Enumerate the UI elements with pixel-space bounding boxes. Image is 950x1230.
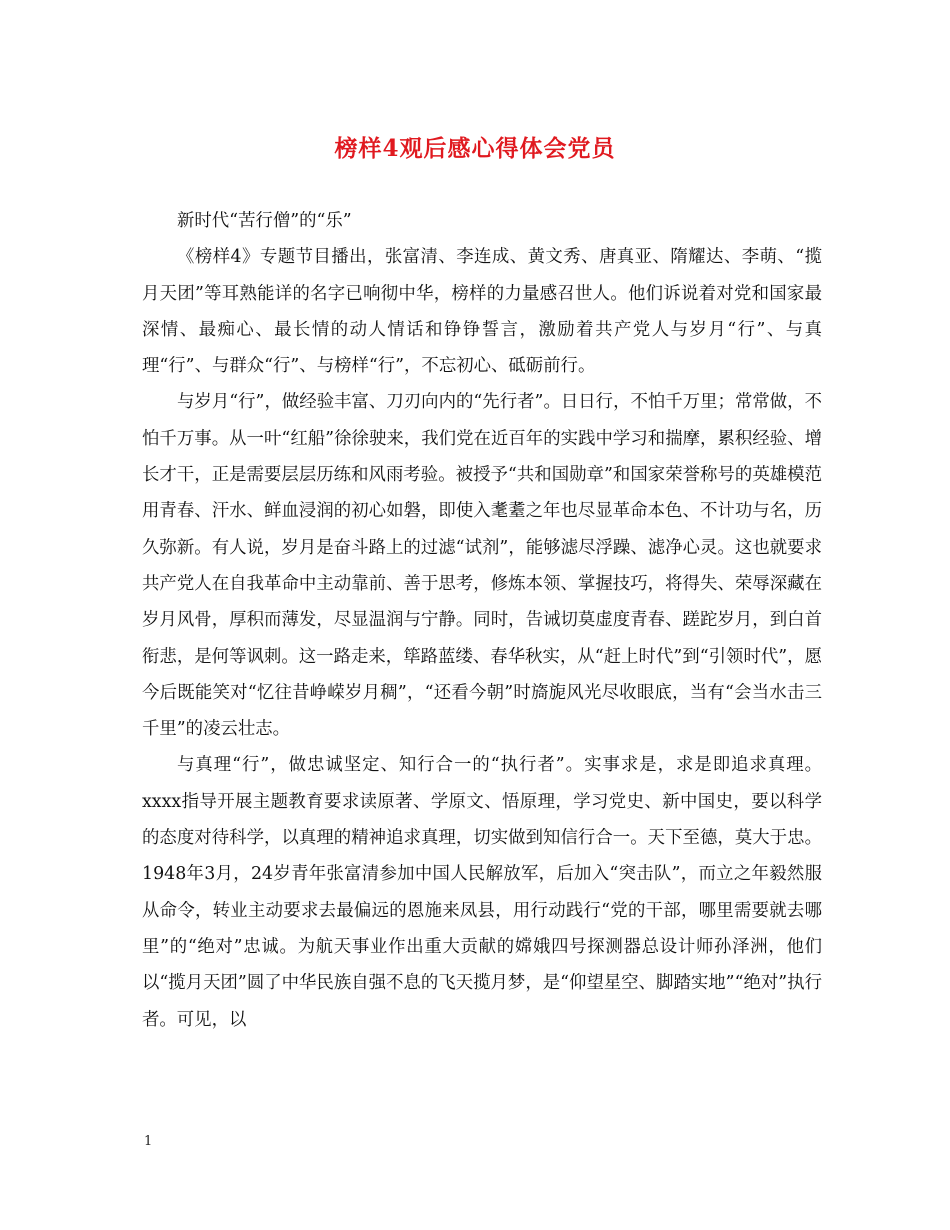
- paragraph-intro: 《榜样4》专题节目播出，张富清、李连成、黄文秀、唐真亚、隋耀达、李萌、“揽月天团”等耳熟能详的名字已响彻中华，榜样的力量感召世人。他们诉说着对党和国家最深情、最痴心、最长情的动人情话和铮铮誓言，激励着共产党人与岁月“行”、与真理“行”、与群众“行”、与榜样“行”，不忘初心、砥砺前行。: [142, 247, 822, 377]
- section-subtitle: 新时代“苦行僧”的“乐”: [177, 211, 352, 231]
- page-number: 1: [144, 1134, 153, 1149]
- paragraph-truth: 与真理“行”，做忠诚坚定、知行合一的“执行者”。实事求是，求是即追求真理。xxxx指导开展主题教育要求读原著、学原文、悟原理，学习党史、新中国史，要以科学的态度对待科学，以真理的精神追求真理，切实做到知信行合一。天下至德，莫大于忠。1948年3月，24岁青年张富清参加中国人民解放军，后加入“突击队”，而立之年毅然服从命令，转业主动要求去最偏远的恩施来凤县，用行动践行“党的干部，哪里需要就去哪里”的“绝对”忠诚。为航天事业作出重大贡献的嫦娥四号探测器总设计师孙泽洲，他们以“揽月天团”圆了中华民族自强不息的飞天揽月梦，是“仰望星空、脚踏实地”“绝对”执行者。可见，以: [142, 755, 822, 1030]
- document-body: [142, 203, 822, 1038]
- page-title: 榜样4观后感心得体会党员: [334, 135, 616, 162]
- paragraph-time: 与岁月“行”，做经验丰富、刀刃向内的“先行者”。日日行，不怕千万里；常常做，不怕千万事。从一叶“红船”徐徐驶来，我们党在近百年的实践中学习和揣摩，累积经验、增长才干，正是需要层层历练和风雨考验。被授予“共和国勋章”和国家荣誉称号的英雄模范用青春、汗水、鲜血浸润的初心如磐，即使入耄耋之年也尽显革命本色、不计功与名，历久弥新。有人说，岁月是奋斗路上的过滤“试剂”，能够滤尽浮躁、滤净心灵。这也就要求共产党人在自我革命中主动靠前、善于思考，修炼本领、掌握技巧，将得失、荣辱深藏在岁月风骨，厚积而薄发，尽显温润与宁静。同时，告诫切莫虚度青春、蹉跎岁月，到白首衔悲，是何等讽刺。这一路走来，筚路蓝缕、春华秋实，从“赶上时代”到“引领时代”，愿今后既能笑对“忆往昔峥嵘岁月稠”，“还看今朝”时旖旎风光尽收眼底，当有“会当水击三千里”的凌云壮志。: [142, 392, 822, 740]
